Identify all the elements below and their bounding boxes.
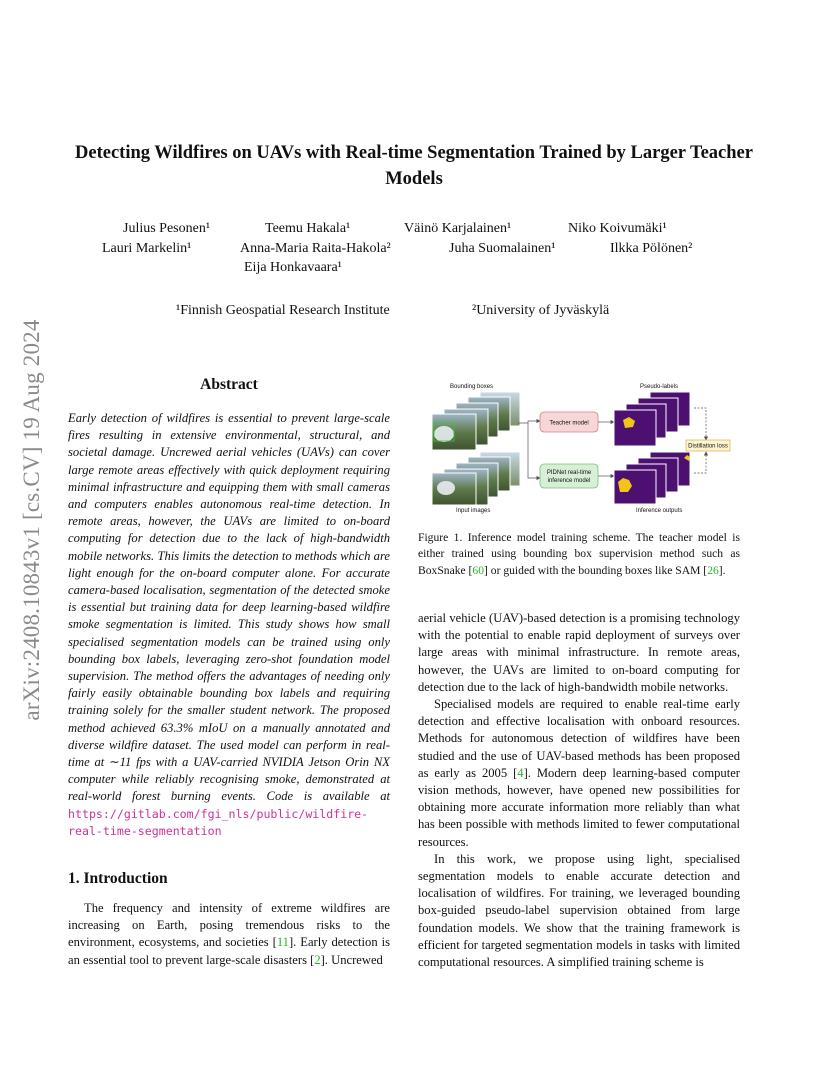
body-paragraph: aerial vehicle (UAV)-based detection is a promising technology with the potential to enable rapid deployment of surveys over large areas with minimal infrastructure. In remote areas, however, the UAVs are limited to on-board computing for detection due to the lack of high-bandwidth mobile networks. (418, 611, 740, 694)
section-heading-introduction: 1. Introduction (68, 870, 168, 887)
label-input-images: Input images (456, 508, 491, 514)
figure-caption (418, 530, 740, 579)
caption-text: ] or guided with the bounding boxes like SAM [ (484, 563, 708, 577)
affiliation-1: ¹Finnish Geospatial Research Institute (176, 303, 390, 318)
citation-link[interactable]: 2 (314, 952, 321, 967)
input-image-stack (432, 452, 520, 505)
author-name: Teemu Hakala¹ (265, 221, 351, 236)
body-paragraph: In this work, we propose using light, specialised segmentation models to enable accurate detection and localisation of wildfires. For training, we leveraged bounding box-guided pseudo-label supervision obtained from large foundation models. We show that the training framework is efficient for targeted segmentation models in tasks with limited computational resources. A simplified training scheme is (418, 851, 740, 970)
teacher-model-label: Teacher model (549, 420, 589, 427)
distillation-loss-label: Distillation loss (688, 443, 728, 450)
citation-link[interactable]: 26 (707, 563, 719, 577)
caption-text: Figure 1. Inference model training scheme. The teacher model is either trained using bounding box supervision method such as BoxSnake [ (418, 531, 740, 577)
author-name: Eija Honkavaara¹ (244, 260, 342, 275)
pseudo-label-masks (614, 392, 690, 446)
intro-text: The frequency and intensity of extreme wildfires are increasing on Earth, posing tremendous risks to the environment, ecosystems, and societies [ (68, 901, 390, 950)
body-text: ]. Modern deep learning-based computer vision methods, however, have opened new possibilities for obtaining more accurate information more reliably than what has been possible with methods limited to fewer computational resources. (418, 765, 740, 849)
author-name: Niko Koivumäki¹ (568, 221, 667, 236)
author-name: Juha Suomalainen¹ (449, 241, 556, 256)
label-pseudo-labels: Pseudo-labels (640, 384, 679, 390)
affiliation-2: ²University of Jyväskylä (472, 303, 610, 318)
inference-output-masks (614, 452, 690, 504)
bbox-image-stack (432, 392, 520, 450)
arxiv-sidebar-identifier (12, 280, 52, 760)
citation-link[interactable]: 60 (472, 563, 485, 577)
right-column-body (418, 610, 740, 971)
author-name: Väinö Karjalainen¹ (404, 221, 512, 236)
author-name: Ilkka Pölönen² (610, 241, 693, 256)
intro-text: ]. Uncrewed (320, 952, 383, 967)
author-name: Lauri Markelin¹ (102, 241, 192, 256)
label-inference-outputs: Inference outputs (636, 508, 683, 514)
citation-link[interactable]: 4 (517, 765, 524, 780)
abstract-heading: Abstract (200, 376, 258, 393)
body-paragraph (418, 696, 740, 851)
label-bounding-boxes: Bounding boxes (450, 384, 494, 390)
training-scheme-diagram (418, 378, 740, 518)
intro-text: ]. Early detection is an essential tool to prevent large-scale disasters [ (68, 935, 390, 967)
paper-title: Detecting Wildfires on UAVs with Real-time Segmentation Trained by Larger Teacher Models (75, 143, 753, 189)
caption-text: ]. (718, 563, 726, 577)
citation-link[interactable]: 11 (276, 935, 289, 950)
figure-training-scheme (418, 378, 740, 518)
code-link[interactable]: https://gitlab.com/fgi_nls/public/wildfire-real-time-segmentation (68, 806, 369, 838)
pidnet-model-box (540, 464, 598, 488)
arxiv-id-text: arXiv:2408.10843v1 [cs.CV] 19 Aug 2024 (19, 319, 44, 721)
pidnet-label-2: inference model (547, 478, 591, 484)
introduction-paragraph (68, 900, 390, 969)
pidnet-label-1: PIDNet real-time (546, 470, 592, 476)
abstract-body (68, 410, 390, 840)
abstract-text: Early detection of wildfires is essential to prevent large-scale fires resulting in extensive environmental, structural, and societal damage. Uncrewed aerial vehicles (UAVs) can cover large remote areas effectively with quick deployment requiring minimal infrastructure and equipping them with small cameras and computers enables autonomous real-time detection. In remote areas, however, the UAVs are limited to on-board computing for detection due to the lack of high-bandwidth mobile networks. This limits the detection to methods which are light enough for the on-board computer alone. For accurate camera-based localisation, segmentation of the detected smoke is essential but training data for deep learning-based wildfire smoke segmentation is limited. This study shows how small specialised segmentation models can be trained using only bounding box labels, leveraging zero-shot foundation model supervision. The method offers the advantages of needing only fairly easily obtainable bounding box labels and requiring training solely for the smaller student network. The proposed method achieved 63.3% mIoU on a manually annotated and diverse wildfire dataset. The used model can perform in real-time at ∼11 fps with a UAV-carried NVIDIA Jetson Orin NX computer while reliably recognising smoke, demonstrated at real-world forest burning events. Code is available at (68, 411, 390, 804)
body-text: Specialised models are required to enable real-time early detection and effective localisation with onboard resources. Methods for autonomous detection of wildfires have been studied and the use of UAV-based methods has been proposed as early as 2005 [ (418, 697, 740, 780)
author-name: Anna-Maria Raita-Hakola² (240, 241, 391, 256)
author-name: Julius Pesonen¹ (123, 221, 211, 236)
